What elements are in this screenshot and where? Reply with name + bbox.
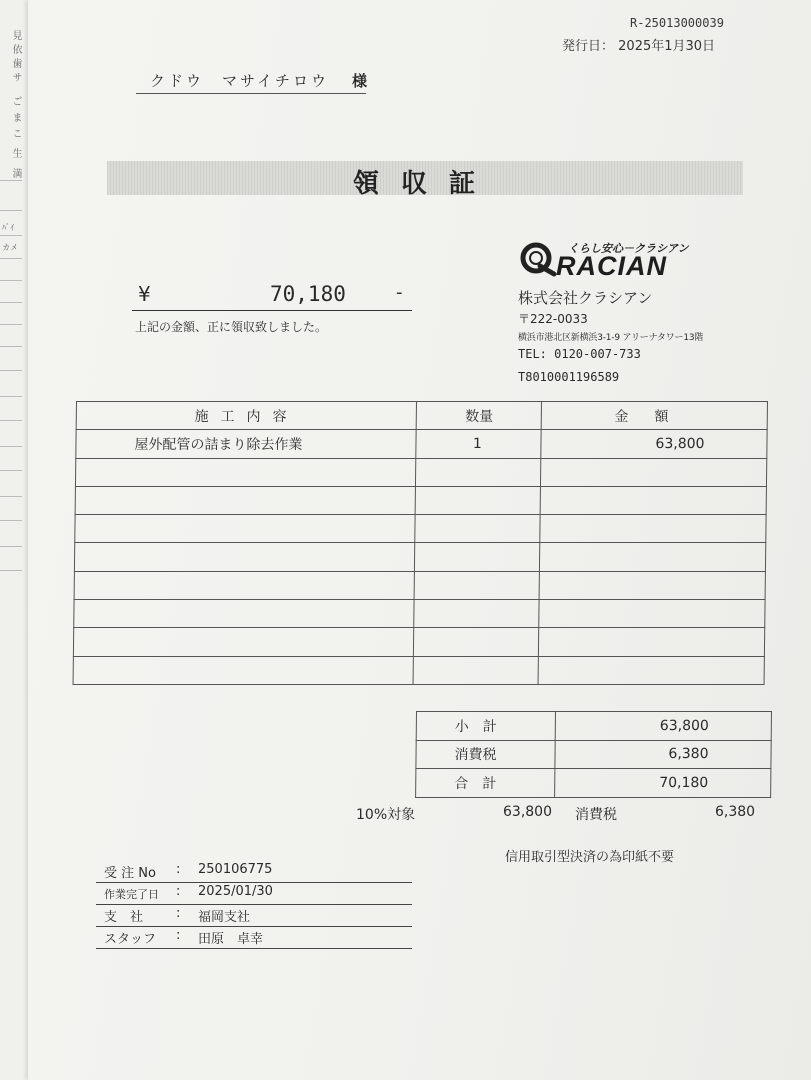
postal-code: 〒222-0033	[518, 312, 588, 326]
stamp-duty-note: 信用取引型決済の為印紙不要	[505, 850, 675, 865]
total-amount: 70,180	[270, 282, 346, 306]
item-amount	[538, 656, 764, 684]
underlying-fragment: 生	[10, 148, 21, 158]
underlying-rule	[0, 346, 22, 347]
underlying-fragment: こ	[10, 128, 21, 138]
received-statement: 上記の金額、正に領収致しました。	[135, 320, 328, 334]
tax-value: 6,380	[555, 740, 771, 769]
currency-symbol: ¥	[138, 282, 151, 306]
item-amount	[539, 571, 765, 599]
underlying-rule	[0, 280, 22, 281]
underlying-rule	[0, 520, 22, 521]
underlying-rule	[0, 546, 22, 547]
logo-wordmark: RACIAN	[556, 251, 667, 281]
item-amount	[540, 543, 766, 571]
company-name: 株式会社クラシアン	[518, 289, 653, 307]
company-address: 横浜市港北区新横浜3-1-9 アリーナタワー13階	[518, 333, 704, 343]
table-row	[73, 656, 764, 684]
underlying-fragment: 依	[10, 44, 21, 54]
underlying-rule	[0, 302, 22, 303]
colon-separator: :	[176, 884, 181, 899]
table-row	[74, 600, 765, 628]
completion-date-label: 作業完了日	[104, 888, 159, 901]
logo-tagline: くらし安心－クラシアン	[568, 242, 689, 255]
underlying-rule	[0, 210, 22, 211]
item-description	[74, 543, 415, 571]
underlying-rule	[0, 420, 22, 421]
tax-summary-label: 消費税	[575, 807, 617, 823]
item-description	[74, 571, 415, 599]
header-description: 施工内容	[76, 402, 417, 430]
tax-row	[416, 740, 771, 769]
tax-label: 消費税	[416, 740, 555, 769]
underlying-rule	[0, 396, 22, 397]
underlying-fragment: ご	[10, 96, 21, 106]
item-description	[75, 486, 416, 514]
table-row	[73, 628, 764, 656]
customer-underline	[136, 93, 366, 94]
staff-label: スタッフ	[104, 932, 157, 947]
order-number-label: 受 注 No	[104, 866, 156, 881]
table-row	[74, 571, 765, 599]
item-amount	[539, 600, 765, 628]
amount-suffix: -	[396, 282, 403, 303]
items-header-row	[76, 402, 767, 430]
underlying-rule	[0, 470, 22, 471]
order-number-value: 250106775	[198, 862, 273, 877]
issue-date	[562, 35, 715, 54]
item-quantity: 1	[416, 430, 541, 458]
subtotal-row	[416, 712, 771, 741]
branch-label: 支 社	[104, 910, 144, 925]
underlying-fragment: ﾊﾞｲ	[2, 223, 14, 232]
table-row	[75, 486, 766, 514]
item-quantity	[414, 571, 539, 599]
colon-separator: :	[176, 928, 181, 943]
issue-date-value: 2025年1月30日	[618, 39, 716, 54]
item-quantity	[415, 515, 540, 543]
underlying-rule	[0, 496, 22, 497]
item-description: 屋外配管の詰まり除去作業	[76, 430, 417, 458]
item-amount	[540, 515, 766, 543]
issue-date-label: 発行日：	[562, 39, 615, 54]
underlying-fragment: 見	[10, 30, 21, 40]
header-amount: 金額	[541, 402, 767, 430]
company-logo-mark	[518, 238, 560, 278]
table-row	[75, 515, 766, 543]
items-table	[73, 401, 768, 685]
title-band	[107, 161, 743, 199]
item-amount	[541, 458, 767, 486]
registration-number: T8010001196589	[518, 370, 620, 384]
underlying-rule	[0, 446, 22, 447]
completion-date-row	[96, 882, 412, 905]
underlying-rule	[0, 180, 22, 181]
underlying-rule	[0, 370, 22, 371]
item-description	[75, 515, 416, 543]
table-row	[75, 458, 766, 486]
underlying-fragment: カメ	[2, 243, 18, 252]
subtotal-label: 小 計	[416, 712, 555, 741]
staff-value: 田原 卓幸	[198, 932, 264, 947]
grand-total-row	[416, 769, 771, 798]
subtotal-value: 63,800	[555, 712, 771, 741]
totals-table	[415, 711, 772, 798]
grand-total-value: 70,180	[555, 769, 771, 798]
completion-date-value: 2025/01/30	[198, 884, 273, 899]
item-description	[75, 458, 416, 486]
grand-total-label: 合 計	[416, 769, 555, 798]
underlying-fragment: ま	[10, 112, 21, 122]
branch-row	[96, 904, 412, 927]
underlying-rule	[0, 258, 22, 259]
item-quantity	[415, 543, 540, 571]
header-quantity: 数量	[417, 402, 542, 430]
document-title: 領収証	[352, 169, 497, 199]
underlying-fragment: 歯	[10, 58, 21, 68]
underlying-fragment: サ	[10, 72, 21, 82]
underlying-sheet-edge	[0, 0, 31, 1080]
item-quantity	[414, 628, 539, 656]
item-quantity	[416, 486, 541, 514]
item-description	[73, 656, 414, 684]
colon-separator: :	[176, 906, 181, 921]
item-quantity	[416, 458, 541, 486]
branch-value: 福岡支社	[198, 910, 251, 925]
underlying-rule	[0, 570, 22, 571]
colon-separator: :	[176, 862, 181, 877]
customer-name: クドウ マサイチロウ	[150, 72, 329, 90]
table-row	[76, 430, 767, 458]
item-quantity	[414, 600, 539, 628]
underlying-rule	[0, 324, 22, 325]
item-quantity	[413, 656, 538, 684]
item-amount: 63,800	[541, 430, 767, 458]
tax-summary-amount: 6,380	[715, 804, 756, 820]
tax-target-label: 10%対象	[356, 807, 416, 823]
amount-underline	[132, 310, 412, 311]
honorific: 様	[352, 72, 368, 90]
phone-number: TEL: 0120-007-733	[518, 347, 641, 361]
tax-target-base: 63,800	[503, 804, 552, 820]
underlying-rule	[0, 235, 22, 236]
item-description	[73, 628, 414, 656]
item-description	[74, 600, 415, 628]
item-amount	[539, 628, 765, 656]
staff-row	[96, 926, 412, 949]
underlying-fragment: 満	[10, 168, 21, 178]
item-amount	[540, 486, 766, 514]
order-number-row	[96, 860, 412, 883]
receipt-number: R-25013000039	[630, 16, 724, 30]
table-row	[74, 543, 765, 571]
